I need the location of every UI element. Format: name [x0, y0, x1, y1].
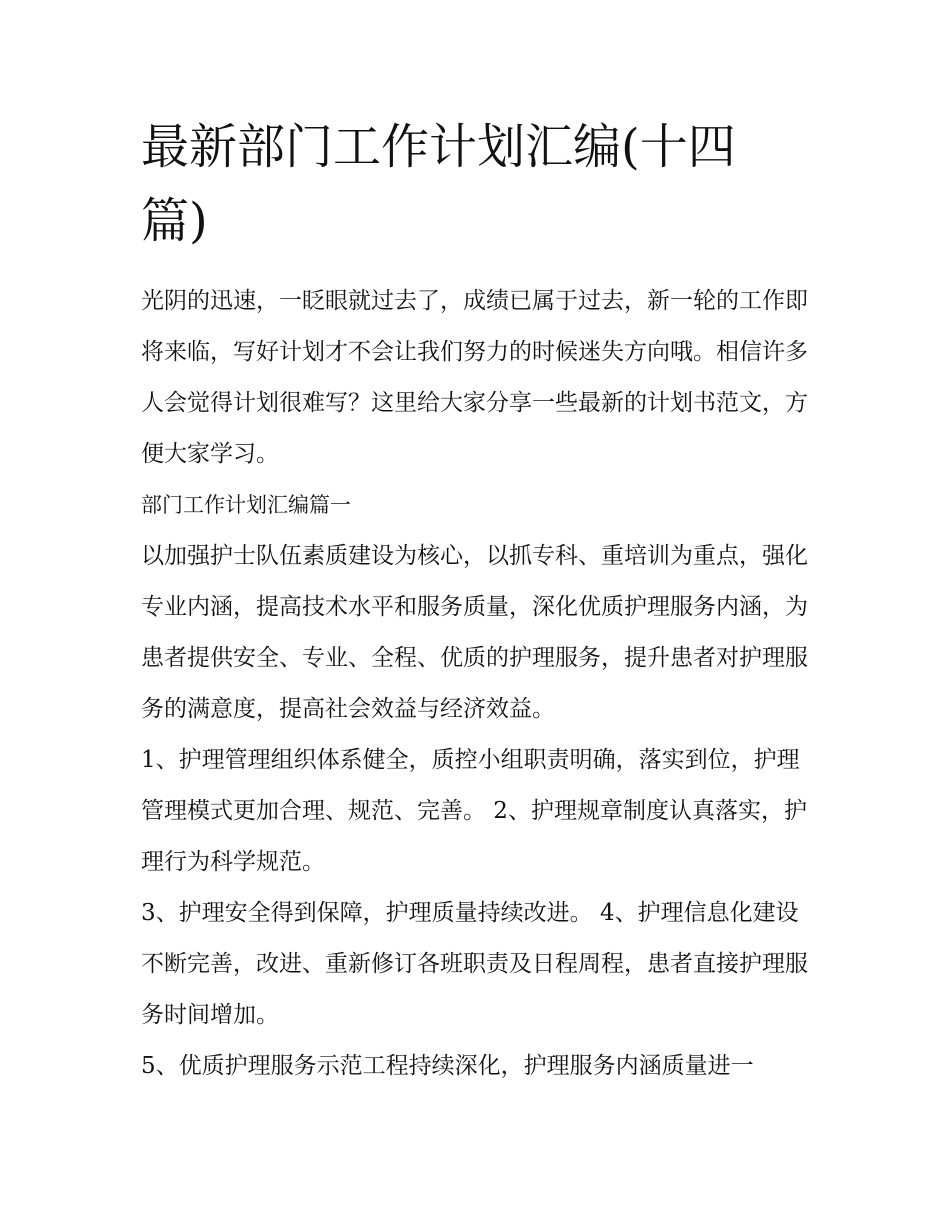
section-heading: 部门工作计划汇编篇一 [141, 493, 351, 517]
body-paragraph: 5、优质护理服务示范工程持续深化，护理服务内涵质量进一 [141, 1053, 754, 1079]
intro-paragraph: 光阴的迅速，一眨眼就过去了，成绩已属于过去，新一轮的工作即将来临，写好计划才不会让我们努力的时候迷失方向哦。相信许多人会觉得计划很难写？这里给大家分享一些最新的计划书范文，方便大家学习。 [141, 288, 808, 467]
body-paragraph: 1、护理管理组织体系健全，质控小组职责明确，落实到位，护理管理模式更加合理、规范、完善。 2、护理规章制度认真落实，护理行为科学规范。 [141, 747, 807, 875]
body-paragraph: 3、护理安全得到保障，护理质量持续改进。 4、护理信息化建设不断完善，改进、重新修订各班职责及日程周程，患者直接护理服务时间增加。 [141, 900, 808, 1028]
body-paragraph: 以加强护士队伍素质建设为核心，以抓专科、重培训为重点，强化专业内涵，提高技术水平和服务质量，深化优质护理服务内涵，为患者提供安全、专业、全程、优质的护理服务，提升患者对护理服务的满意度，提高社会效益与经济效益。 [141, 543, 808, 722]
document-title: 最新部门工作计划汇编(十四篇) [141, 119, 736, 249]
document-body [141, 276, 820, 1092]
